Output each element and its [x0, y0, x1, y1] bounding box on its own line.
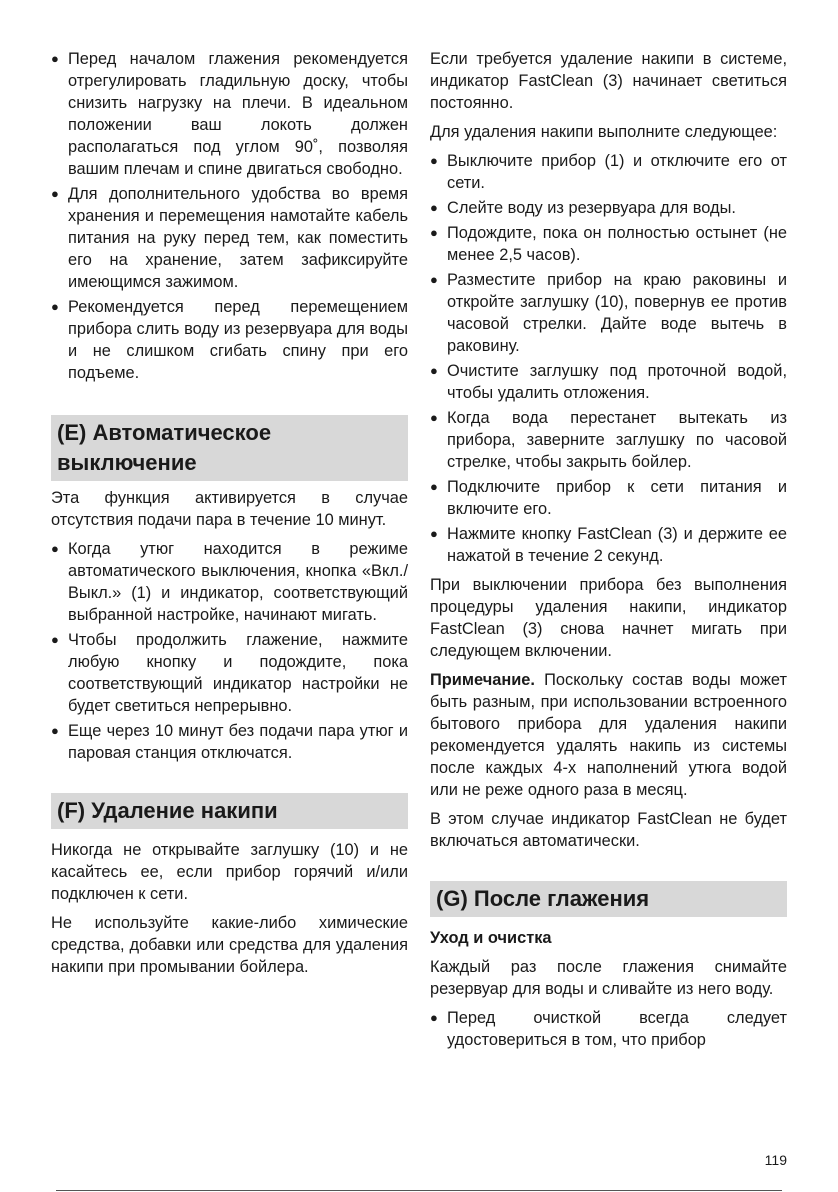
section-g-heading: (G) После глажения: [430, 881, 787, 917]
note-paragraph: [430, 669, 787, 801]
section-f-heading: (F) Удаление накипи: [51, 793, 408, 829]
care-cleaning-subheading: Уход и очистка: [430, 929, 552, 947]
descaling-steps-intro: Для удаления накипи выполните следующее:: [430, 123, 778, 141]
footer-divider: [56, 1190, 782, 1191]
list-item: ● Подключите прибор к сети питания и включите его.: [430, 476, 787, 520]
section-e-heading: (E) Автоматическое выключение: [51, 415, 408, 481]
list-item: ● Рекомендуется перед перемещением прибора слить воду из резервуара для воды и не слишком сгибать спину при его подъеме.: [51, 296, 408, 384]
list-item: ● Перед очисткой всегда следует удостовериться в том, что прибор: [430, 1007, 787, 1051]
list-item: ● Когда утюг находится в режиме автоматического выключения, кнопка «Вкл./Выкл.» (1) и индикатор, соответствующий выбранной настройке, начинают мигать.: [51, 538, 408, 626]
list-item: ● Нажмите кнопку FastClean (3) и держите ее нажатой в течение 2 секунд.: [430, 523, 787, 567]
note-label: Примечание.: [430, 671, 535, 689]
skip-descaling-paragraph: При выключении прибора без выполнения процедуры удаления накипи, индикатор FastClean (3) снова начнет мигать при следующем включении.: [430, 576, 787, 660]
list-item: ● Разместите прибор на краю раковины и откройте заглушку (10), повернув ее против часовой стрелки. Дайте воде вытечь в раковину.: [430, 269, 787, 357]
list-item: ● Выключите прибор (1) и отключите его от сети.: [430, 150, 787, 194]
note-text: Поскольку состав воды может быть разным, при использовании встроенного бытового прибора для удаления накипи рекомендуется удалять накипь из системы после каждых 4-х наполнений утюга водой или не реже одного раза в месяц.: [430, 671, 787, 799]
section-e-intro: Эта функция активируется в случае отсутствия подачи пара в течение 10 минут.: [51, 489, 408, 529]
page-number: 119: [764, 1152, 787, 1168]
auto-indicator-paragraph: В этом случае индикатор FastClean не будет включаться автоматически.: [430, 810, 787, 850]
list-item: ● Чтобы продолжить глажение, нажмите любую кнопку и подождите, пока соответствующий индикатор настройки не будет светиться непрерывно.: [51, 629, 408, 717]
list-item: ● Подождите, пока он полностью остынет (не менее 2,5 часов).: [430, 222, 787, 266]
list-item: ● Очистите заглушку под проточной водой, чтобы удалить отложения.: [430, 360, 787, 404]
list-item: ● Слейте воду из резервуара для воды.: [430, 197, 787, 219]
left-column: [51, 48, 408, 985]
list-item: ● Для дополнительного удобства во время хранения и перемещения намотайте кабель питания на руку перед тем, как поместить его на хранение, затем зафиксируйте имеющимся зажимом.: [51, 183, 408, 293]
list-item: ● Еще через 10 минут без подачи пара утюг и паровая станция отключатся.: [51, 720, 408, 764]
section-f-paragraph: Никогда не открывайте заглушку (10) и не касайтесь ее, если прибор горячий и/или подключен к сети.: [51, 841, 408, 903]
right-column: [430, 48, 787, 1058]
descaling-indicator-paragraph: Если требуется удаление накипи в системе, индикатор FastClean (3) начинает светиться постоянно.: [430, 50, 787, 112]
list-item: ● Когда вода перестанет вытекать из прибора, заверните заглушку по часовой стрелке, чтобы закрыть бойлер.: [430, 407, 787, 473]
section-g-paragraph: Каждый раз после глажения снимайте резервуар для воды и сливайте из него воду.: [430, 958, 787, 998]
section-e-bullet-list: [51, 538, 408, 764]
section-f-paragraph: Не используйте какие-либо химические средства, добавки или средства для удаления накипи при промывании бойлера.: [51, 914, 408, 976]
intro-bullet-list: [51, 48, 408, 384]
section-g-bullet-list: [430, 1007, 787, 1051]
descaling-steps-list: [430, 150, 787, 567]
list-item: ● Перед началом глажения рекомендуется отрегулировать гладильную доску, чтобы снизить нагрузку на плечи. В идеальном положении ваш локоть должен располагаться под углом 90˚, позволяя вашим плечам и спине двигаться свободно.: [51, 48, 408, 180]
